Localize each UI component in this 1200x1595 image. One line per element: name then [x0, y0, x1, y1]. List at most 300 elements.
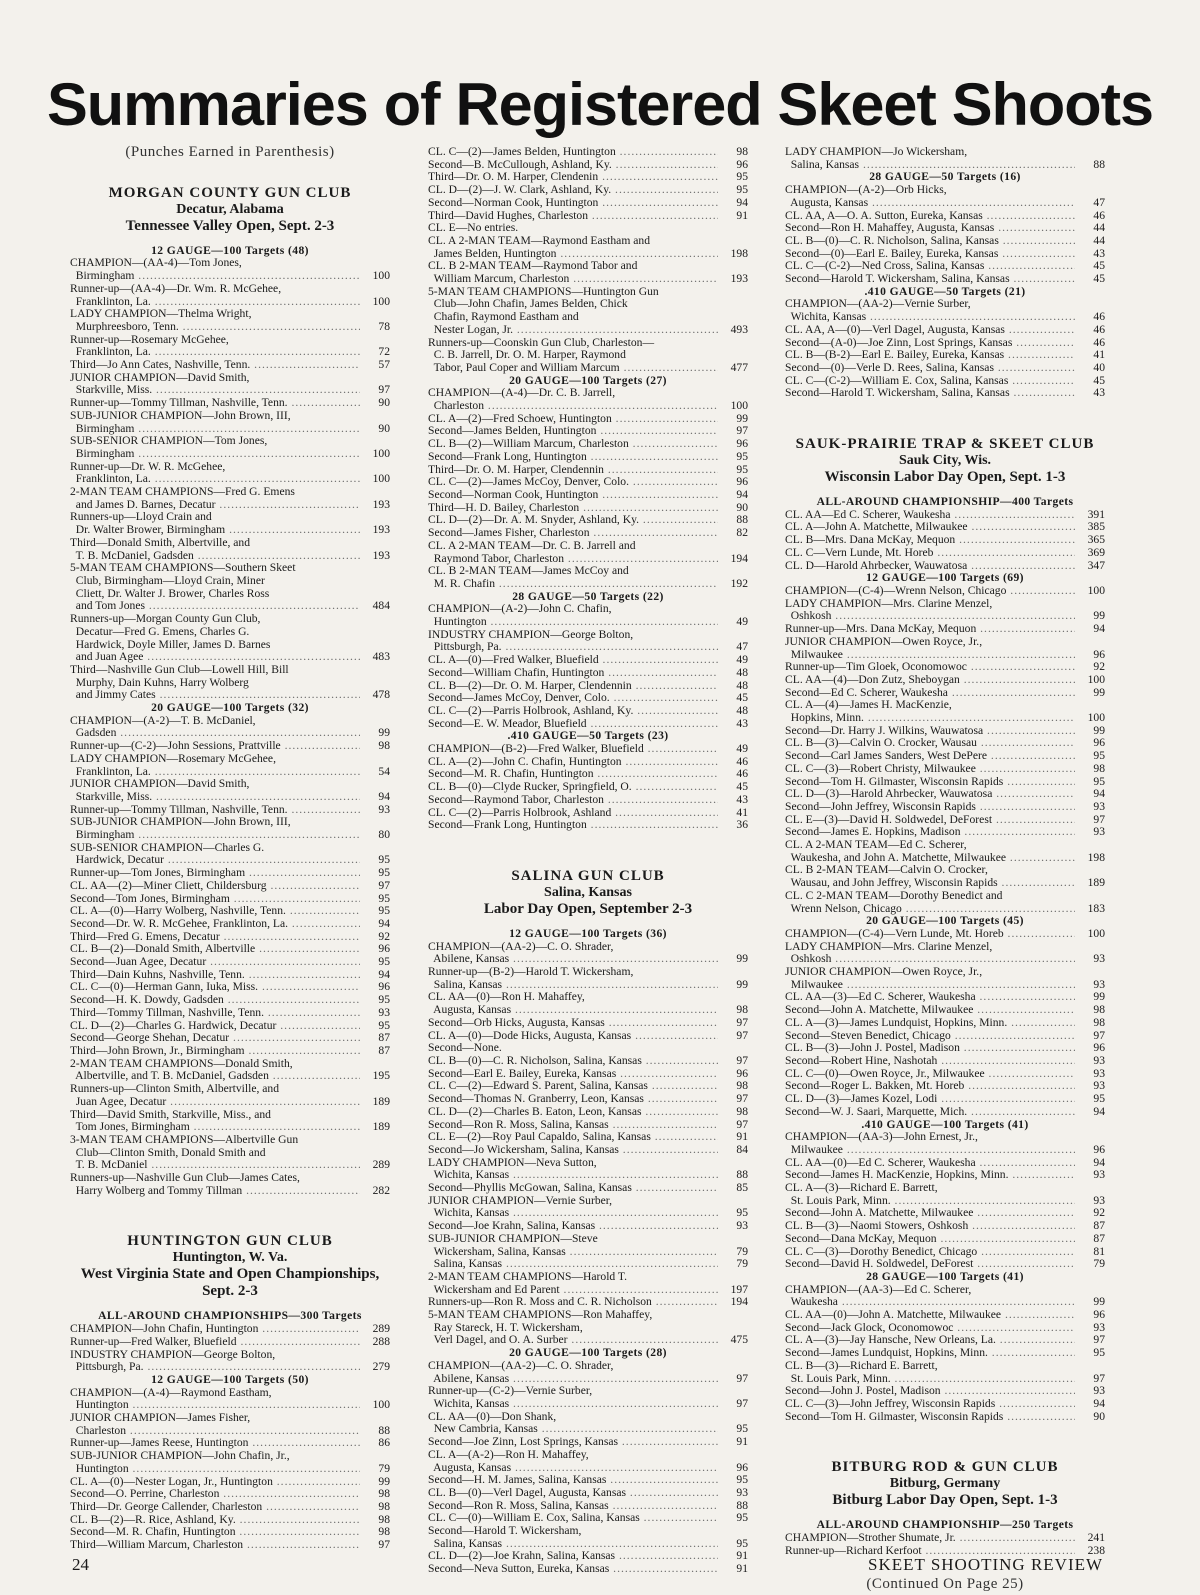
result-text: Salina, Kansas .....: [428, 1538, 718, 1551]
result-text: Runner-up—(B-2)—Harold T. Wickersham,: [428, 966, 634, 979]
result-score: 46: [1093, 322, 1105, 336]
result-row: [428, 1093, 748, 1106]
result-text: CL. B—(2)—R. Rice, Ashland, Ky. .....: [70, 1514, 360, 1527]
result-score: 95: [378, 1018, 390, 1032]
result-score: 98: [378, 1512, 390, 1526]
result-row: [785, 979, 1105, 992]
result-text: SUB-SENIOR CHAMPION—Tom Jones,: [70, 435, 268, 448]
result-text: CL. AA—(2)—Miner Cliett, Childersburg .....: [70, 880, 360, 893]
result-text: CHAMPION—(B-2)—Fred Walker, Bluefield .....: [428, 743, 718, 756]
result-text: CL. AA—(3)—Ed C. Scherer, Waukesha .....: [785, 991, 1075, 1004]
result-text: and Juan Agee .....: [70, 651, 360, 664]
result-text: CL. C—(0)—William E. Cox, Salina, Kansas .....: [428, 1512, 718, 1525]
result-text: CL. AA—Ed C. Scherer, Waukesha .....: [785, 509, 1075, 522]
result-text: CL. AA—(0)—Don Shank,: [428, 1410, 557, 1423]
result-row: [70, 791, 390, 804]
result-score: 99: [378, 726, 390, 740]
result-row: [428, 553, 748, 566]
result-score: 85: [736, 1181, 748, 1195]
result-score: 90: [378, 421, 390, 435]
result-row: [785, 1532, 1105, 1545]
result-row: [70, 804, 390, 817]
result-score: 98: [1093, 1003, 1105, 1017]
result-score: 95: [1093, 749, 1105, 763]
club-name: SAUK-PRAIRIE TRAP & SKEET CLUB: [795, 436, 1095, 453]
section-heading: ALL-AROUND CHAMPIONSHIP—250 Targets: [816, 1518, 1074, 1532]
result-row: [70, 613, 390, 626]
result-row: [70, 1336, 390, 1349]
result-row: [70, 715, 390, 728]
result-row: [428, 476, 748, 489]
result-row: [428, 1030, 748, 1043]
result-score: 93: [1093, 977, 1105, 991]
result-score: 79: [736, 1257, 748, 1271]
result-text: Second—W. J. Saari, Marquette, Mich. .....: [785, 1106, 1075, 1119]
result-row: [70, 1387, 390, 1400]
result-text: CL. D—(2)—Dr. A. M. Snyder, Ashland, Ky. .....: [428, 514, 718, 527]
result-row: [70, 334, 390, 347]
result-row: [785, 1411, 1105, 1424]
result-text: CL. D—(3)—James Kozel, Lodi .....: [785, 1093, 1075, 1106]
result-row: [785, 1144, 1105, 1157]
result-score: 46: [1093, 335, 1105, 349]
result-row: [785, 687, 1105, 700]
result-row: [428, 941, 748, 954]
result-text: CL. A 2-MAN TEAM—Dr. C. B. Jarrell and: [428, 539, 636, 552]
result-row: [428, 1512, 748, 1525]
result-row: [70, 880, 390, 893]
result-row: [428, 1169, 748, 1182]
result-text: Wichita, Kansas .....: [428, 1398, 718, 1411]
result-text: 3-MAN TEAM CHAMPIONS—Albertville Gun: [70, 1133, 299, 1146]
result-text: St. Louis Park, Minn. .....: [785, 1373, 1075, 1386]
result-text: CL. C—(3)—John Jeffrey, Wisconsin Rapids .....: [785, 1398, 1075, 1411]
result-score: 194: [730, 1295, 748, 1309]
result-row: [785, 1284, 1105, 1297]
result-row: [428, 1106, 748, 1119]
result-text: CHAMPION—(A-2)—Orb Hicks,: [785, 184, 947, 197]
result-score: 95: [736, 183, 748, 197]
result-text: Runners-up—Coonskin Gun Club, Charleston—: [428, 336, 655, 349]
result-row: [70, 562, 390, 575]
section-heading: .410 GAUGE—50 Targets (21): [864, 284, 1026, 298]
result-row: [428, 1258, 748, 1271]
result-text: Second—Steven Benedict, Chicago .....: [785, 1030, 1075, 1043]
result-text: LADY CHAMPION—Mrs. Clarine Menzel,: [785, 940, 993, 953]
result-text: CL. D—(2)—Charles G. Hardwick, Decatur .....: [70, 1020, 360, 1033]
result-row: [428, 1144, 748, 1157]
result-row: [785, 1017, 1105, 1030]
result-text: Second—(A-0)—Joe Zinn, Lost Springs, Kansas .....: [785, 337, 1075, 350]
result-row: [785, 235, 1105, 248]
result-text: CL. A—(3)—Richard E. Barrett,: [785, 1182, 938, 1195]
result-text: Salina, Kansas .....: [785, 159, 1075, 172]
result-row: [785, 1233, 1105, 1246]
result-text: INDUSTRY CHAMPION—George Bolton,: [428, 628, 634, 641]
result-score: 79: [736, 1244, 748, 1258]
result-score: 282: [372, 1183, 390, 1197]
club-name: HUNTINGTON GUN CLUB: [127, 1233, 333, 1250]
result-row: [70, 677, 390, 690]
result-text: CL. C—(2)—Parris Holbrook, Ashland .....: [428, 807, 718, 820]
result-row: [428, 781, 748, 794]
result-text: Second—Juan Agee, Decatur .....: [70, 956, 360, 969]
result-text: and Jimmy Cates .....: [70, 689, 360, 702]
result-row: [428, 1119, 748, 1132]
result-row: [785, 1207, 1105, 1220]
result-text: CL. C 2-MAN TEAM—Dorothy Benedict and: [785, 889, 1003, 902]
result-row: [70, 359, 390, 372]
result-row: [428, 705, 748, 718]
result-text: Runner-up—Richard Kerfoot .....: [785, 1545, 1075, 1558]
result-text: Charleston .....: [70, 1425, 360, 1438]
result-text: Birmingham .....: [70, 423, 360, 436]
result-row: [70, 1045, 390, 1058]
result-row: [428, 654, 748, 667]
result-text: CL. D—(2)—J. W. Clark, Ashland, Ky. .....: [428, 184, 718, 197]
result-row: [428, 464, 748, 477]
result-row: [428, 260, 748, 273]
result-row: [428, 953, 748, 966]
result-text: JUNIOR CHAMPION—David Smith,: [70, 778, 250, 791]
event-title: Bitburg Labor Day Open, Sept. 1-3: [832, 1492, 1058, 1509]
result-text: Second—Harold T. Wickersham, Salina, Kansas .....: [785, 387, 1075, 400]
result-score: 99: [378, 1474, 390, 1488]
result-score: 90: [1093, 1409, 1105, 1423]
result-text: Runner-up—Tommy Tillman, Nashville, Tenn. .....: [70, 804, 360, 817]
result-score: 96: [378, 980, 390, 994]
result-text: CHAMPION—(AA-4)—Tom Jones,: [70, 257, 242, 270]
result-row: [785, 534, 1105, 547]
result-score: 97: [736, 1015, 748, 1029]
result-row: [70, 918, 390, 931]
section-heading: 12 GAUGE—100 Targets (69): [866, 571, 1024, 585]
result-text: LADY CHAMPION—Thelma Wright,: [70, 308, 252, 321]
result-text: CL. A—(0)—Nester Logan, Jr., Huntington .....: [70, 1476, 360, 1489]
section-heading: 12 GAUGE—100 Targets (50): [151, 1372, 309, 1386]
result-score: 99: [1093, 1295, 1105, 1309]
result-row: [785, 712, 1105, 725]
result-text: JUNIOR CHAMPION—Owen Royce, Jr.,: [785, 966, 983, 979]
result-row: [70, 766, 390, 779]
result-row: [785, 387, 1105, 400]
event-title: Tennessee Valley Open, Sept. 2-3: [125, 217, 335, 234]
result-text: Second—James H. MacKenzie, Hopkins, Minn. .....: [785, 1169, 1075, 1182]
column-middle: [428, 146, 748, 1576]
result-text: Second—Orb Hicks, Augusta, Kansas .....: [428, 1017, 718, 1030]
result-score: 98: [736, 1104, 748, 1118]
result-row: [785, 839, 1105, 852]
result-score: 93: [1093, 1066, 1105, 1080]
result-score: 97: [378, 878, 390, 892]
result-text: Franklinton, La. .....: [70, 346, 360, 359]
result-row: [428, 1322, 748, 1335]
result-score: 95: [378, 853, 390, 867]
result-score: 44: [1093, 233, 1105, 247]
result-score: 93: [736, 1219, 748, 1233]
result-row: [785, 1030, 1105, 1043]
result-row: [70, 1437, 390, 1450]
result-text: CL. C—(2)—James McCoy, Denver, Colo. .....: [428, 476, 718, 489]
result-score: 78: [378, 319, 390, 333]
result-text: Club—Clinton Smith, Donald Smith and: [70, 1146, 266, 1159]
result-text: T. B. McDaniel, Gadsden .....: [70, 550, 360, 563]
result-row: [785, 1246, 1105, 1259]
result-text: CHAMPION—(AA-3)—John Ernest, Jr.,: [785, 1131, 978, 1144]
result-score: 95: [736, 1473, 748, 1487]
result-score: 91: [736, 1130, 748, 1144]
result-row: [428, 1360, 748, 1373]
result-score: 41: [1093, 348, 1105, 362]
result-row: [70, 778, 390, 791]
result-row: [70, 1134, 390, 1147]
result-row: [785, 814, 1105, 827]
result-row: [70, 893, 390, 906]
result-row: [70, 473, 390, 486]
result-row: [428, 286, 748, 299]
result-row: [785, 649, 1105, 662]
result-row: [70, 575, 390, 588]
section-heading: 28 GAUGE—50 Targets (22): [512, 589, 664, 603]
result-score: 96: [736, 475, 748, 489]
result-score: 94: [378, 789, 390, 803]
result-text: Dr. Walter Brower, Birmingham .....: [70, 524, 360, 537]
result-row: [785, 763, 1105, 776]
result-row: [428, 1055, 748, 1068]
result-row: [70, 1526, 390, 1539]
result-row: [785, 1360, 1105, 1373]
result-text: CL. A—(0)—Dode Hicks, Augusta, Kansas .....: [428, 1030, 718, 1043]
result-text: Franklinton, La. .....: [70, 296, 360, 309]
result-text: CL. C—(3)—Robert Christy, Milwaukee .....: [785, 763, 1075, 776]
result-text: Third—Fred G. Emens, Decatur .....: [70, 931, 360, 944]
result-row: [785, 636, 1105, 649]
result-text: Second—James McCoy, Denver, Colo. .....: [428, 692, 718, 705]
result-row: [70, 461, 390, 474]
result-row: [785, 1055, 1105, 1068]
result-score: 46: [736, 754, 748, 768]
result-score: 79: [378, 1461, 390, 1475]
result-score: 93: [1093, 799, 1105, 813]
result-text: CL. A—(0)—Harry Wolberg, Nashville, Tenn. .....: [70, 905, 360, 918]
section-heading: ALL-AROUND CHAMPIONSHIPS—300 Targets: [98, 1309, 362, 1323]
result-row: [70, 423, 390, 436]
result-row: [428, 1538, 748, 1551]
result-score: 43: [1093, 246, 1105, 260]
result-row: [428, 1563, 748, 1576]
continued-note: (Continued On Page 25): [866, 1575, 1024, 1592]
result-score: 183: [1087, 901, 1105, 915]
result-row: [785, 1334, 1105, 1347]
result-row: [428, 362, 748, 375]
result-score: 347: [1087, 558, 1105, 572]
result-row: [70, 1501, 390, 1514]
result-row: [70, 867, 390, 880]
result-text: Second—Phyllis McGowan, Salina, Kansas .....: [428, 1182, 718, 1195]
result-text: CL. A—(3)—James Lundquist, Hopkins, Minn. .....: [785, 1017, 1075, 1030]
result-score: 98: [1093, 1015, 1105, 1029]
result-score: 195: [372, 1069, 390, 1083]
result-text: Second—James Lundquist, Hopkins, Minn. .....: [785, 1347, 1075, 1360]
result-text: Cliett, Dr. Walter J. Brower, Charles Ross: [70, 587, 270, 600]
result-row: [428, 527, 748, 540]
result-row: [70, 372, 390, 385]
section-heading: 28 GAUGE—100 Targets (41): [866, 1269, 1024, 1283]
result-score: 92: [1093, 660, 1105, 674]
result-row: [428, 768, 748, 781]
result-text: JUNIOR CHAMPION—Vernie Surber,: [428, 1194, 613, 1207]
result-text: Club—John Chafin, James Belden, Chick: [428, 298, 628, 311]
punches-note: (Punches Earned in Parenthesis): [125, 144, 335, 160]
result-score: 100: [372, 269, 390, 283]
result-row: [428, 1182, 748, 1195]
result-text: Second—Carl James Sanders, West DePere .....: [785, 750, 1075, 763]
club-city: Decatur, Alabama: [176, 201, 284, 217]
result-text: CL. D—(2)—Joe Krahn, Salina, Kansas .....: [428, 1550, 718, 1563]
result-row: [428, 1525, 748, 1538]
result-row: [785, 661, 1105, 674]
result-score: 97: [736, 1371, 748, 1385]
result-text: Raymond Tabor, Charleston .....: [428, 553, 718, 566]
result-text: Second—Raymond Tabor, Charleston .....: [428, 794, 718, 807]
result-text: CL. C—(0)—Owen Royce, Jr., Milwaukee .....: [785, 1068, 1075, 1081]
result-text: SUB-JUNIOR CHAMPION—John Brown, III,: [70, 409, 291, 422]
result-text: Augusta, Kansas .....: [428, 1004, 718, 1017]
result-text: INDUSTRY CHAMPION—George Bolton,: [70, 1348, 276, 1361]
result-row: [70, 1159, 390, 1172]
result-text: Second—Jack Glock, Oconomowoc .....: [785, 1322, 1075, 1335]
result-text: Second—James E. Hopkins, Madison .....: [785, 826, 1075, 839]
result-text: JUNIOR CHAMPION—Owen Royce, Jr.,: [785, 635, 983, 648]
result-row: [785, 585, 1105, 598]
section-heading: ALL-AROUND CHAMPIONSHIP—400 Targets: [816, 495, 1074, 509]
result-text: Runners-up—Clinton Smith, Albertville, and: [70, 1083, 279, 1096]
result-row: [70, 639, 390, 652]
result-row: [428, 1500, 748, 1513]
result-row: [70, 600, 390, 613]
result-score: 48: [736, 703, 748, 717]
result-text: CL. A 2-MAN TEAM—Ed C. Scherer,: [785, 839, 967, 852]
result-score: 99: [1093, 685, 1105, 699]
result-text: JUNIOR CHAMPION—David Smith,: [70, 371, 250, 384]
magazine-name: SKEET SHOOTING REVIEW: [868, 1555, 1104, 1574]
column-right: [785, 146, 1105, 1590]
result-row: [428, 966, 748, 979]
result-row: [428, 349, 748, 362]
result-row: [785, 890, 1105, 903]
result-text: CL. C—(0)—Herman Gann, Iuka, Miss. .....: [70, 981, 360, 994]
result-score: 86: [378, 1436, 390, 1450]
result-text: Second—John A. Matchette, Milwaukee .....: [785, 1207, 1075, 1220]
result-score: 44: [1093, 221, 1105, 235]
result-score: 93: [1093, 1079, 1105, 1093]
result-text: New Cambria, Kansas .....: [428, 1423, 718, 1436]
result-row: [428, 337, 748, 350]
result-row: [70, 321, 390, 334]
column-left: [70, 146, 390, 1552]
result-score: 88: [736, 1498, 748, 1512]
result-score: 45: [736, 691, 748, 705]
result-text: CL. D—(3)—Harold Ahrbecker, Wauwatosa .....: [785, 788, 1075, 801]
result-score: 93: [1093, 952, 1105, 966]
result-row: [70, 1172, 390, 1185]
result-text: Second—James Fisher, Charleston .....: [428, 527, 718, 540]
result-score: 45: [1093, 373, 1105, 387]
result-row: [428, 1157, 748, 1170]
result-score: 193: [372, 548, 390, 562]
result-row: [70, 956, 390, 969]
result-row: [785, 1157, 1105, 1170]
result-row: [785, 1131, 1105, 1144]
result-score: 484: [372, 599, 390, 613]
result-score: 385: [1087, 520, 1105, 534]
result-score: 84: [736, 1142, 748, 1156]
result-score: 95: [736, 1511, 748, 1525]
result-text: CL. B—(2)—Donald Smith, Albertville .....: [70, 943, 360, 956]
result-row: [428, 1233, 748, 1246]
result-text: Starkville, Miss. .....: [70, 384, 360, 397]
result-score: 93: [1093, 1054, 1105, 1067]
result-row: [428, 489, 748, 502]
result-score: 98: [736, 145, 748, 158]
result-text: Third—Jo Ann Cates, Nashville, Tenn. .....: [70, 359, 360, 372]
result-score: 82: [736, 526, 748, 540]
result-score: 94: [1093, 787, 1105, 801]
result-row: [785, 1385, 1105, 1398]
result-text: Runner-up—Fred Walker, Bluefield .....: [70, 1336, 360, 1349]
result-row: [70, 905, 390, 918]
result-text: Third—H. D. Bailey, Charleston .....: [428, 502, 718, 515]
result-score: 193: [372, 523, 390, 537]
result-text: Second—Earl E. Bailey, Eureka, Kansas .....: [428, 1068, 718, 1081]
result-row: [785, 509, 1105, 522]
result-score: 87: [1093, 1231, 1105, 1245]
result-row: [428, 235, 748, 248]
result-score: 95: [378, 904, 390, 918]
result-text: Charleston .....: [428, 400, 718, 413]
result-text: Second—Joe Krahn, Salina, Kansas .....: [428, 1220, 718, 1233]
result-row: [428, 502, 748, 515]
result-text: CL. B—Mrs. Dana McKay, Mequon .....: [785, 534, 1075, 547]
result-text: Second—E. W. Meador, Bluefield .....: [428, 718, 718, 731]
result-score: 100: [1087, 583, 1105, 597]
result-text: Hardwick, Decatur .....: [70, 854, 360, 867]
result-text: Harry Wolberg and Tommy Tillman .....: [70, 1185, 360, 1198]
result-text: Second—Dr. Harry J. Wilkins, Wauwatosa .....: [785, 725, 1075, 738]
spacer: [785, 400, 1105, 436]
result-text: CL. D—Harold Ahrbecker, Wauwatosa .....: [785, 560, 1075, 573]
result-text: CHAMPION—John Chafin, Huntington .....: [70, 1323, 360, 1336]
result-row: [785, 674, 1105, 687]
result-text: and Tom Jones .....: [70, 600, 360, 613]
result-text: CHAMPION—(AA-2)—C. O. Shrader,: [428, 940, 614, 953]
result-text: Wichita, Kansas .....: [785, 311, 1075, 324]
result-text: CHAMPION—Strother Shumate, Jr. .....: [785, 1532, 1075, 1545]
result-text: James Belden, Huntington .....: [428, 248, 718, 261]
result-row: [785, 210, 1105, 223]
result-row: [785, 260, 1105, 273]
result-score: 91: [736, 208, 748, 222]
result-text: SUB-JUNIOR CHAMPION—John Chafin, Jr.,: [70, 1450, 290, 1463]
result-row: [785, 623, 1105, 636]
result-score: 94: [1093, 1104, 1105, 1118]
result-text: CL. B—(2)—William Marcum, Charleston .....: [428, 438, 718, 451]
result-text: CL. E—(3)—David H. Soldwedel, DeForest .....: [785, 814, 1075, 827]
result-score: 41: [736, 805, 748, 819]
result-row: [785, 375, 1105, 388]
result-row: [428, 400, 748, 413]
club-name: BITBURG ROD & GUN CLUB: [831, 1459, 1059, 1476]
